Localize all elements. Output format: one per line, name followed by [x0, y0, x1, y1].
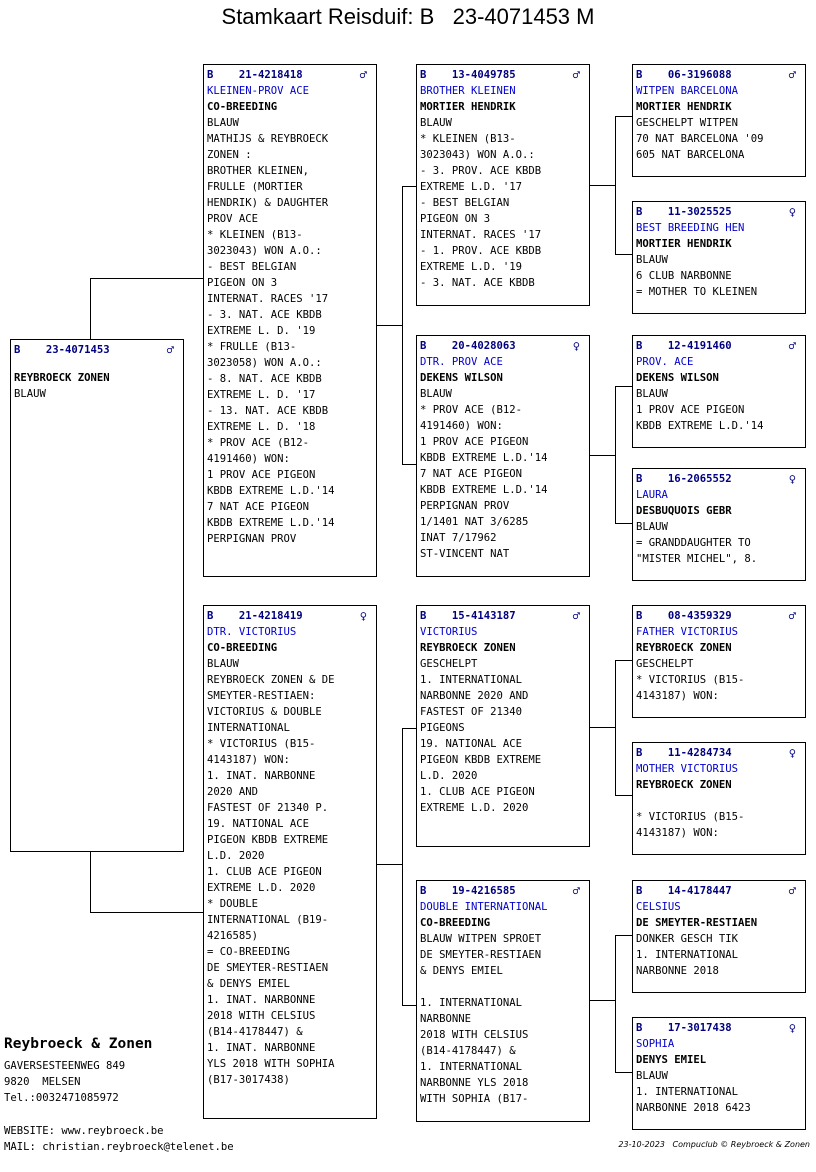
- info-line: GESCHELPT WITPEN: [636, 117, 739, 129]
- info-line: 70 NAT BARCELONA '09: [636, 133, 764, 145]
- pigeon-name: MOTHER VICTORIUS: [636, 763, 739, 775]
- ring-number: B 16-2065552: [636, 473, 732, 485]
- owner-name: MORTIER HENDRIK: [420, 101, 516, 113]
- info-line: KBDB EXTREME L.D.'14: [207, 485, 335, 497]
- owner-name: CO-BREEDING: [420, 917, 491, 929]
- info-line: GESCHELPT: [636, 658, 694, 670]
- info-line: PERPIGNAN PROV: [420, 500, 510, 512]
- card-header: [636, 338, 802, 354]
- info-line: = MOTHER TO KLEINEN: [636, 286, 758, 298]
- info-line: * FRULLE (B13-: [207, 341, 297, 353]
- male-icon: ♂: [572, 884, 580, 898]
- connector-line: [615, 1072, 632, 1073]
- info-line: BLAUW: [636, 254, 668, 266]
- male-icon: ♂: [572, 68, 580, 82]
- connector-line: [90, 278, 91, 340]
- info-line: FASTEST OF 21340 P.: [207, 802, 329, 814]
- info-line: EXTREME L.D. 2020: [420, 802, 529, 814]
- pigeon-name: [14, 358, 180, 370]
- info-line: - 13. NAT. ACE KBDB: [207, 405, 329, 417]
- info-line: BLAUW: [420, 117, 452, 129]
- ring-number: B 13-4049785: [420, 69, 516, 81]
- info-line: - BEST BELGIAN: [420, 197, 510, 209]
- great-grandparent-card-1: [632, 64, 806, 177]
- info-line: 2018 WITH CELSIUS: [420, 1029, 529, 1041]
- ring-number: B 21-4218418: [207, 69, 303, 81]
- info-line: EXTREME L.D. 2020: [207, 882, 316, 894]
- info-line: YLS 2018 WITH SOPHIA: [207, 1058, 335, 1070]
- info-line: * VICTORIUS (B15-: [636, 811, 745, 823]
- footer-credit: Compuclub © Reybroeck & Zonen: [672, 1140, 810, 1149]
- info-line: 1. CLUB ACE PIGEON: [207, 866, 322, 878]
- connector-line: [615, 254, 632, 255]
- pigeon-name: CELSIUS: [636, 901, 681, 913]
- info-line: 1. INTERNATIONAL: [420, 674, 523, 686]
- card-header: [420, 883, 586, 899]
- connector-line: [376, 325, 402, 326]
- great-grandparent-card-7: [632, 880, 806, 993]
- owner-name: REYBROECK ZONEN: [14, 372, 110, 384]
- connector-line: [615, 386, 632, 387]
- male-icon: ♂: [359, 68, 367, 82]
- info-line: PERPIGNAN PROV: [207, 533, 297, 545]
- ring-number: B 19-4216585: [420, 885, 516, 897]
- info-line: "MISTER MICHEL", 8.: [636, 553, 758, 565]
- pigeon-name: KLEINEN-PROV ACE: [207, 85, 310, 97]
- female-icon: ♀: [788, 472, 796, 486]
- info-line: [636, 793, 802, 809]
- connector-line: [402, 464, 416, 465]
- connector-line: [615, 935, 616, 1072]
- info-line: 4143187) WON:: [207, 754, 290, 766]
- grandparent-card-1: [416, 64, 590, 306]
- info-line: (B14-4178447) &: [207, 1026, 303, 1038]
- ring-number: B 15-4143187: [420, 610, 516, 622]
- connector-line: [615, 660, 616, 795]
- connector-line: [615, 116, 616, 254]
- owner-name: DEKENS WILSON: [420, 372, 503, 384]
- info-line: PIGEONS: [420, 722, 465, 734]
- info-line: 2018 WITH CELSIUS: [207, 1010, 316, 1022]
- info-line: BLAUW: [636, 1070, 668, 1082]
- info-line: 3023043) WON A.O.:: [207, 245, 322, 257]
- ring-number: B 12-4191460: [636, 340, 732, 352]
- owner-name: REYBROECK ZONEN: [636, 779, 732, 791]
- info-line: 1. CLUB ACE PIGEON: [420, 786, 535, 798]
- info-line: 1/1401 NAT 3/6285: [420, 516, 529, 528]
- info-line: NARBONNE YLS 2018: [420, 1077, 529, 1089]
- info-line: 3023058) WON A.O.:: [207, 357, 322, 369]
- info-line: 7 NAT ACE PIGEON: [207, 501, 310, 513]
- card-header: [636, 471, 802, 487]
- male-icon: ♂: [788, 339, 796, 353]
- info-line: EXTREME L. D. '19: [207, 325, 316, 337]
- info-line: 2020 AND: [207, 786, 259, 798]
- info-line: 1. INTERNATIONAL: [636, 1086, 739, 1098]
- owner-name: DEKENS WILSON: [636, 372, 719, 384]
- info-line: - BEST BELGIAN: [207, 261, 297, 273]
- info-line: - 3. NAT. ACE KBDB: [420, 277, 535, 289]
- info-line: - 8. NAT. ACE KBDB: [207, 373, 322, 385]
- info-line: ST-VINCENT NAT: [420, 548, 510, 560]
- info-line: INTERNATIONAL: [207, 722, 290, 734]
- breeder-address-street: GAVERSESTEENWEG 849: [4, 1060, 126, 1072]
- connector-line: [615, 795, 632, 796]
- owner-name: DESBUQUOIS GEBR: [636, 505, 732, 517]
- male-icon: ♂: [572, 609, 580, 623]
- pigeon-name: DOUBLE INTERNATIONAL: [420, 901, 548, 913]
- info-line: * VICTORIUS (B15-: [636, 674, 745, 686]
- card-header: [207, 608, 373, 624]
- info-line: GESCHELPT: [420, 658, 478, 670]
- info-line: 605 NAT BARCELONA: [636, 149, 745, 161]
- owner-name: MORTIER HENDRIK: [636, 101, 732, 113]
- info-line: 19. NATIONAL ACE: [420, 738, 523, 750]
- pigeon-name: BROTHER KLEINEN: [420, 85, 516, 97]
- owner-name: CO-BREEDING: [207, 642, 278, 654]
- card-header: [14, 342, 180, 358]
- info-line: 4191460) WON:: [207, 453, 290, 465]
- owner-name: DENYS EMIEL: [636, 1054, 707, 1066]
- info-line: EXTREME L.D. '19: [420, 261, 523, 273]
- info-line: * DOUBLE: [207, 898, 259, 910]
- great-grandparent-card-3: [632, 335, 806, 448]
- info-line: BLAUW: [207, 658, 239, 670]
- card-header: [420, 67, 586, 83]
- info-line: PIGEON ON 3: [207, 277, 278, 289]
- info-line: NARBONNE 2018 6423: [636, 1102, 751, 1114]
- great-grandparent-card-5: [632, 605, 806, 718]
- great-grandparent-card-6: [632, 742, 806, 855]
- info-line: HENDRIK) & DAUGHTER: [207, 197, 329, 209]
- info-line: * PROV ACE (B12-: [420, 404, 523, 416]
- connector-line: [615, 116, 632, 117]
- male-icon: ♂: [166, 343, 174, 357]
- pigeon-name: LAURA: [636, 489, 668, 501]
- info-line: DE SMEYTER-RESTIAEN: [420, 949, 542, 961]
- connector-line: [589, 727, 615, 728]
- connector-line: [589, 1000, 615, 1001]
- ring-number: B 23-4071453: [14, 344, 110, 356]
- info-line: MATHIJS & REYBROECK: [207, 133, 329, 145]
- great-grandparent-card-4: [632, 468, 806, 581]
- breeder-email[interactable]: MAIL: christian.reybroeck@telenet.be: [4, 1141, 234, 1153]
- info-line: 1 PROV ACE PIGEON: [636, 404, 745, 416]
- ring-number: B 20-4028063: [420, 340, 516, 352]
- info-line: [420, 979, 586, 995]
- info-line: NARBONNE: [420, 1013, 472, 1025]
- female-icon: ♀: [788, 205, 796, 219]
- card-header: [636, 608, 802, 624]
- connector-line: [402, 728, 403, 1005]
- footer-date: 23-10-2023: [618, 1140, 665, 1149]
- ring-number: B 17-3017438: [636, 1022, 732, 1034]
- connector-line: [589, 185, 615, 186]
- info-line: BLAUW: [207, 117, 239, 129]
- pigeon-name: FATHER VICTORIUS: [636, 626, 739, 638]
- info-line: L.D. 2020: [420, 770, 478, 782]
- connector-line: [402, 1005, 416, 1006]
- owner-name: DE SMEYTER-RESTIAEN: [636, 917, 758, 929]
- info-line: 1. INTERNATIONAL: [420, 1061, 523, 1073]
- info-line: PIGEON ON 3: [420, 213, 491, 225]
- info-line: INAT 7/17962: [420, 532, 497, 544]
- info-line: WITH SOPHIA (B17-: [420, 1093, 529, 1105]
- info-line: REYBROECK ZONEN & DE: [207, 674, 335, 686]
- ring-number: B 08-4359329: [636, 610, 732, 622]
- info-line: BLAUW WITPEN SPROET: [420, 933, 542, 945]
- page-title: Stamkaart Reisduif: B 23-4071453 M: [221, 4, 595, 29]
- connector-line: [90, 852, 91, 912]
- card-header: [207, 67, 373, 83]
- info-line: BLAUW: [636, 521, 668, 533]
- connector-line: [402, 728, 416, 729]
- info-line: 4143187) WON:: [636, 827, 719, 839]
- owner-name: REYBROECK ZONEN: [636, 642, 732, 654]
- info-line: INTERNATIONAL (B19-: [207, 914, 329, 926]
- pigeon-name: VICTORIUS: [420, 626, 478, 638]
- pigeon-name: SOPHIA: [636, 1038, 675, 1050]
- info-line: 1. INAT. NARBONNE: [207, 1042, 316, 1054]
- connector-line: [402, 186, 403, 464]
- info-line: SMEYTER-RESTIAEN:: [207, 690, 316, 702]
- info-line: & DENYS EMIEL: [420, 965, 503, 977]
- info-line: 1. INAT. NARBONNE: [207, 770, 316, 782]
- male-icon: ♂: [788, 609, 796, 623]
- info-line: KBDB EXTREME L.D.'14: [207, 517, 335, 529]
- card-header: [636, 883, 802, 899]
- connector-line: [615, 523, 632, 524]
- info-line: EXTREME L.D. '17: [420, 181, 523, 193]
- pigeon-name: WITPEN BARCELONA: [636, 85, 739, 97]
- info-line: KBDB EXTREME L.D.'14: [420, 484, 548, 496]
- info-line: 4216585): [207, 930, 259, 942]
- great-grandparent-card-8: [632, 1017, 806, 1130]
- info-line: * KLEINEN (B13-: [207, 229, 303, 241]
- connector-line: [90, 912, 203, 913]
- ring-number: B 14-4178447: [636, 885, 732, 897]
- grandparent-card-4: [416, 880, 590, 1122]
- info-line: PROV ACE: [207, 213, 259, 225]
- info-line: 3023043) WON A.O.:: [420, 149, 535, 161]
- info-line: PIGEON KBDB EXTREME: [420, 754, 542, 766]
- grandparent-card-3: [416, 605, 590, 847]
- female-icon: ♀: [788, 1021, 796, 1035]
- ring-number: B 11-4284734: [636, 747, 732, 759]
- pigeon-name: DTR. PROV ACE: [420, 356, 503, 368]
- card-header: [420, 338, 586, 354]
- male-icon: ♂: [788, 884, 796, 898]
- card-header: [636, 67, 802, 83]
- connector-line: [589, 455, 615, 456]
- info-line: BLAUW: [636, 388, 668, 400]
- info-line: ZONEN :: [207, 149, 252, 161]
- subject-card: [10, 339, 184, 852]
- connector-line: [90, 278, 203, 279]
- male-icon: ♂: [788, 68, 796, 82]
- owner-name: MORTIER HENDRIK: [636, 238, 732, 250]
- breeder-website[interactable]: WEBSITE: www.reybroeck.be: [4, 1125, 164, 1137]
- female-icon: ♀: [359, 609, 367, 623]
- info-line: KBDB EXTREME L.D.'14: [420, 452, 548, 464]
- info-line: DE SMEYTER-RESTIAEN: [207, 962, 329, 974]
- info-line: - 3. NAT. ACE KBDB: [207, 309, 322, 321]
- card-header: [636, 745, 802, 761]
- info-line: FRULLE (MORTIER: [207, 181, 303, 193]
- info-line: INTERNAT. RACES '17: [207, 293, 329, 305]
- info-line: BROTHER KLEINEN,: [207, 165, 310, 177]
- info-line: 1 PROV ACE PIGEON: [207, 469, 316, 481]
- pigeon-name: PROV. ACE: [636, 356, 694, 368]
- info-line: NARBONNE 2018: [636, 965, 719, 977]
- info-line: INTERNAT. RACES '17: [420, 229, 542, 241]
- info-line: NARBONNE 2020 AND: [420, 690, 529, 702]
- info-line: = CO-BREEDING: [207, 946, 290, 958]
- owner-name: CO-BREEDING: [207, 101, 278, 113]
- info-line: 4143187) WON:: [636, 690, 719, 702]
- info-line: 6 CLUB NARBONNE: [636, 270, 732, 282]
- owner-name: REYBROECK ZONEN: [420, 642, 516, 654]
- connector-line: [615, 935, 632, 936]
- ring-number: B 11-3025525: [636, 206, 732, 218]
- pigeon-name: DTR. VICTORIUS: [207, 626, 297, 638]
- connector-line: [402, 186, 416, 187]
- info-line: 1. INAT. NARBONNE: [207, 994, 316, 1006]
- dam-card: [203, 605, 377, 1119]
- breeder-address-city: 9820 MELSEN: [4, 1076, 81, 1088]
- ring-number: B 21-4218419: [207, 610, 303, 622]
- info-line: BLAUW: [14, 388, 46, 400]
- info-line: (B14-4178447) &: [420, 1045, 516, 1057]
- info-line: * VICTORIUS (B15-: [207, 738, 316, 750]
- info-line: 7 NAT ACE PIGEON: [420, 468, 523, 480]
- breeder-phone: Tel.:0032471085972: [4, 1092, 119, 1104]
- info-line: - 1. PROV. ACE KBDB: [420, 245, 542, 257]
- info-line: = GRANDDAUGHTER TO: [636, 537, 751, 549]
- info-line: PIGEON KBDB EXTREME: [207, 834, 329, 846]
- info-line: 1 PROV ACE PIGEON: [420, 436, 529, 448]
- info-line: 1. INTERNATIONAL: [420, 997, 523, 1009]
- info-line: - 3. PROV. ACE KBDB: [420, 165, 542, 177]
- great-grandparent-card-2: [632, 201, 806, 314]
- card-header: [636, 1020, 802, 1036]
- breeder-name: Reybroeck & Zonen: [4, 1036, 153, 1052]
- female-icon: ♀: [572, 339, 580, 353]
- info-line: (B17-3017438): [207, 1074, 290, 1086]
- pigeon-name: BEST BREEDING HEN: [636, 222, 745, 234]
- info-line: * PROV ACE (B12-: [207, 437, 310, 449]
- info-line: EXTREME L. D. '17: [207, 389, 316, 401]
- info-line: 4191460) WON:: [420, 420, 503, 432]
- info-line: EXTREME L. D. '18: [207, 421, 316, 433]
- card-header: [636, 204, 802, 220]
- grandparent-card-2: [416, 335, 590, 577]
- info-line: & DENYS EMIEL: [207, 978, 290, 990]
- footer-stamp: [618, 1140, 810, 1149]
- info-line: * KLEINEN (B13-: [420, 133, 516, 145]
- info-line: VICTORIUS & DOUBLE: [207, 706, 322, 718]
- ring-number: B 06-3196088: [636, 69, 732, 81]
- sire-card: [203, 64, 377, 577]
- connector-line: [615, 386, 616, 523]
- info-line: BLAUW: [420, 388, 452, 400]
- connector-line: [615, 660, 632, 661]
- card-header: [420, 608, 586, 624]
- info-line: KBDB EXTREME L.D.'14: [636, 420, 764, 432]
- info-line: DONKER GESCH TIK: [636, 933, 739, 945]
- info-line: FASTEST OF 21340: [420, 706, 523, 718]
- connector-line: [376, 864, 402, 865]
- info-line: L.D. 2020: [207, 850, 265, 862]
- female-icon: ♀: [788, 746, 796, 760]
- info-line: 1. INTERNATIONAL: [636, 949, 739, 961]
- info-line: 19. NATIONAL ACE: [207, 818, 310, 830]
